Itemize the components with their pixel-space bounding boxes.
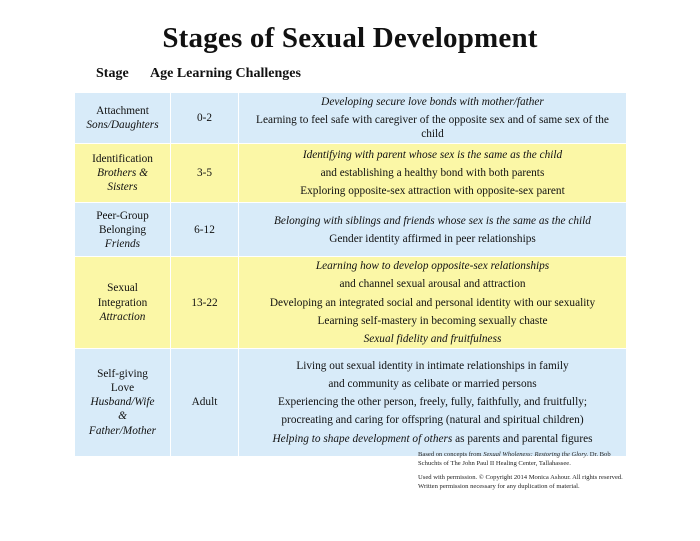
challenge-text-part: as parents and parental figures <box>452 432 593 445</box>
stage-subtitle: Husband/Wife <box>90 396 155 409</box>
challenge-line: Belonging with siblings and friends whose sex is the same as the child <box>274 214 591 227</box>
footer-source <box>418 450 628 468</box>
stage-subtitle: Brothers & <box>97 167 148 180</box>
challenge-line: Developing an integrated social and personal identity with our sexuality <box>269 296 596 309</box>
challenges-cell <box>239 93 627 144</box>
table-row <box>75 257 627 349</box>
stage-cell <box>75 203 171 257</box>
age-cell: 13-22 <box>171 257 239 349</box>
stage-name: Sexual <box>107 282 138 295</box>
challenges-cell <box>239 348 627 456</box>
age-cell: 3-5 <box>171 144 239 203</box>
table-row <box>75 93 627 144</box>
footer-source-prefix: Based on concepts from <box>418 451 484 458</box>
challenges-cell <box>239 257 627 349</box>
footer-permission: Used with permission. © Copyright 2014 Monica Ashour. All rights reserved. Written permission necessary for any duplication of material. <box>418 474 623 491</box>
stage-subtitle: Father/Mother <box>88 424 157 437</box>
challenge-line: procreating and caring for offspring (natural and spiritual children) <box>281 414 584 427</box>
challenge-line: Identifying with parent whose sex is the same as the child <box>302 149 563 162</box>
challenge-line: Developing secure love bonds with mother/father <box>321 96 544 108</box>
stage-name: Love <box>110 382 135 395</box>
stage-subtitle: Friends <box>104 237 141 250</box>
page-title: Stages of Sexual Development <box>162 22 538 54</box>
stages-table <box>75 93 627 457</box>
age-cell: 0-2 <box>171 93 239 144</box>
age-cell: 6-12 <box>171 203 239 257</box>
stage-cell <box>75 257 171 349</box>
stage-subtitle: Attraction <box>99 310 146 323</box>
footer-credits <box>418 450 628 496</box>
challenge-line: Learning how to develop opposite-sex relationships <box>315 260 550 273</box>
table-row <box>75 348 627 456</box>
challenge-line: Gender identity affirmed in peer relationships <box>329 232 536 245</box>
challenge-line: and community as celibate or married persons <box>328 378 537 391</box>
stage-name: Attachment <box>96 105 149 118</box>
column-header-age-challenges: Age Learning Challenges <box>150 66 301 81</box>
challenges-cell <box>239 203 627 257</box>
challenge-line: Learning self-mastery in becoming sexually chaste <box>317 314 548 327</box>
challenge-line: Living out sexual identity in intimate relationships in family <box>296 360 569 373</box>
challenge-line: Experiencing the other person, freely, fully, faithfully, and fruitfully; <box>278 396 587 409</box>
stage-name: Integration <box>97 296 148 309</box>
stage-cell <box>75 348 171 456</box>
age-cell: Adult <box>171 348 239 456</box>
challenge-line: Sexual fidelity and fruitfulness <box>363 332 502 345</box>
footer-source-book: Sexual Wholeness: Restoring the Glory. <box>483 451 589 458</box>
challenge-line: and establishing a healthy bond with both parents <box>320 167 545 180</box>
challenge-line: and channel sexual arousal and attraction <box>339 278 526 291</box>
stage-name: Self-giving <box>97 368 148 381</box>
stage-subtitle: & <box>118 410 127 423</box>
stage-name: Belonging <box>98 223 147 236</box>
table-row <box>75 144 627 203</box>
table-row <box>75 203 627 257</box>
challenge-line <box>239 430 626 448</box>
challenge-line: Exploring opposite-sex attraction with opposite-sex parent <box>300 185 565 198</box>
column-header-stage: Stage <box>96 66 129 81</box>
stage-name: Identification <box>92 153 153 166</box>
stage-name: Peer-Group <box>96 209 149 222</box>
stage-cell <box>75 144 171 203</box>
stage-subtitle: Sons/Daughters <box>86 119 159 132</box>
challenge-italic-part: Helping to shape development of others <box>272 432 453 445</box>
stage-cell <box>75 93 171 144</box>
challenge-line: Learning to feel safe with caregiver of the opposite sex and of same sex of the child <box>256 114 609 141</box>
footer-source-suffix: Dr. Bob Schuchts of The John Paul II Healing Center, Tallahassee. <box>418 451 611 468</box>
challenges-cell <box>239 144 627 203</box>
stage-subtitle: Sisters <box>107 181 138 194</box>
